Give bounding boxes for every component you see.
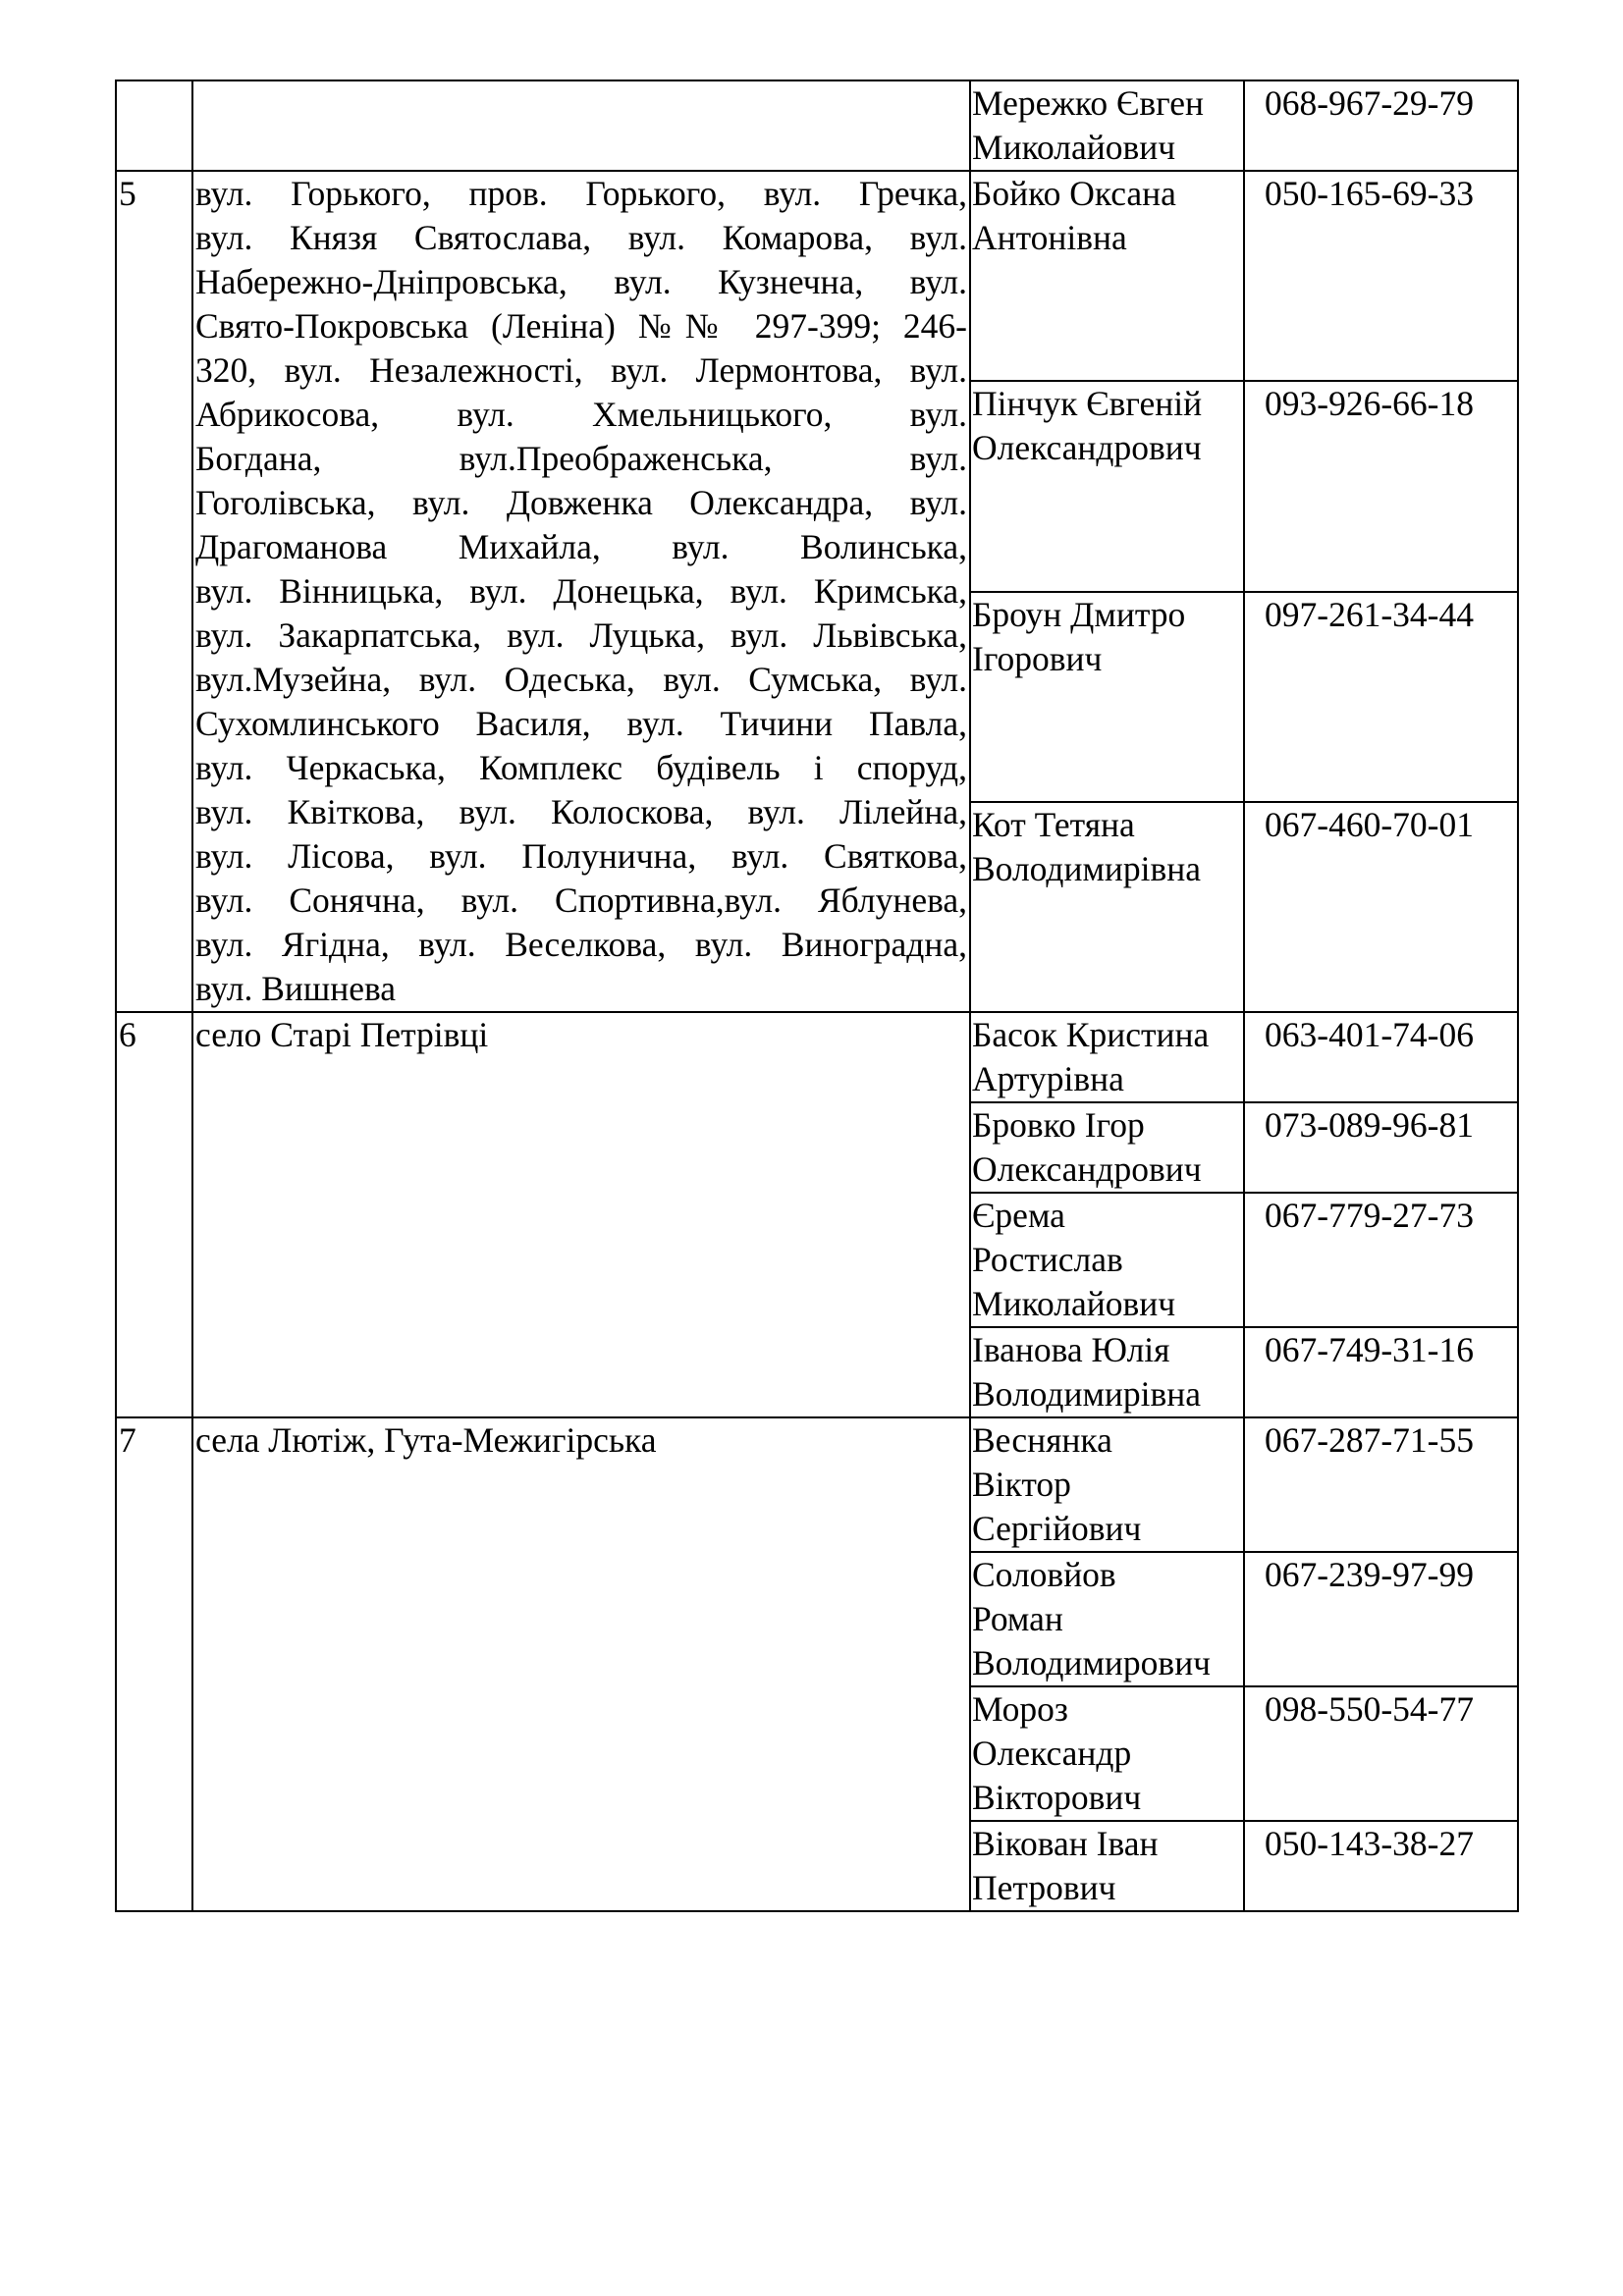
phone-number: 093-926-66-18 bbox=[1265, 384, 1474, 424]
table-row bbox=[116, 1012, 1518, 1102]
row-number-cell bbox=[116, 171, 192, 1012]
row-number: 5 bbox=[119, 174, 136, 213]
person-name-line: Миколайович bbox=[972, 1284, 1176, 1323]
address-line: вул.Музейна, вул. Одеська, вул. Сумська, вул. bbox=[195, 660, 967, 699]
person-name-cell bbox=[970, 1552, 1244, 1686]
person-name-line: Володимирівна bbox=[972, 848, 1202, 888]
phone-number: 073-089-96-81 bbox=[1265, 1105, 1474, 1145]
phone-cell bbox=[1244, 1552, 1518, 1686]
person-name-cell bbox=[970, 80, 1244, 171]
address-line: вул. Вишнева bbox=[195, 969, 397, 1008]
person-name-cell bbox=[970, 1012, 1244, 1102]
person-name-line: Кот Тетяна bbox=[972, 804, 1135, 844]
phone-number: 050-165-69-33 bbox=[1265, 174, 1474, 213]
address-cell bbox=[192, 80, 970, 171]
address-line: Свято-Покровська (Леніна) №№ 297-399; 246- bbox=[195, 306, 967, 346]
address-line: 320, вул. Незалежності, вул. Лермонтова, вул. bbox=[195, 350, 967, 390]
person-name-line: Ростислав bbox=[972, 1240, 1123, 1279]
address-line: вул. Черкаська, Комплекс будівель і споруд, bbox=[195, 748, 967, 787]
row-number-cell bbox=[116, 1417, 192, 1911]
person-name-line: Вікован Іван bbox=[972, 1824, 1159, 1863]
table-row bbox=[116, 1417, 1518, 1552]
person-name-cell bbox=[970, 592, 1244, 802]
address-line: Драгоманова Михайла, вул. Волинська, bbox=[195, 527, 967, 566]
phone-cell bbox=[1244, 1821, 1518, 1911]
phone-number: 063-401-74-06 bbox=[1265, 1015, 1474, 1054]
person-name-line: Бровко Ігор bbox=[972, 1105, 1145, 1145]
person-name-line: Олександрович bbox=[972, 1149, 1202, 1189]
person-name-cell bbox=[970, 1102, 1244, 1193]
address-line: вул. Закарпатська, вул. Луцька, вул. Львівська, bbox=[195, 615, 967, 655]
phone-number: 097-261-34-44 bbox=[1265, 594, 1474, 634]
person-name-line: Олександр bbox=[972, 1734, 1132, 1773]
address-line: вул. Сонячна, вул. Спортивна,вул. Яблунева, bbox=[195, 881, 967, 920]
phone-number: 098-550-54-77 bbox=[1265, 1689, 1474, 1729]
address-line: вул. Квіткова, вул. Колоскова, вул. Лілейна, bbox=[195, 792, 967, 831]
phone-cell bbox=[1244, 1327, 1518, 1417]
phone-cell bbox=[1244, 1686, 1518, 1821]
address-cell bbox=[192, 171, 970, 1012]
address-line: Абрикосова, вул. Хмельницького, вул. bbox=[195, 395, 967, 434]
phone-cell bbox=[1244, 1102, 1518, 1193]
person-name-line: Вікторович bbox=[972, 1778, 1142, 1817]
address-cell bbox=[192, 1012, 970, 1417]
address-line: Гоголівська, вул. Довженка Олександра, вул. bbox=[195, 483, 967, 522]
person-name-line: Володимирович bbox=[972, 1643, 1212, 1682]
address-line: вул. Ягідна, вул. Веселкова, вул. Виноградна, bbox=[195, 925, 967, 964]
phone-number: 068-967-29-79 bbox=[1265, 83, 1474, 123]
phone-cell bbox=[1244, 802, 1518, 1012]
person-name-line: Басок Кристина bbox=[972, 1015, 1210, 1054]
address-line: Сухомлинського Василя, вул. Тичини Павла, bbox=[195, 704, 967, 743]
person-name-cell bbox=[970, 381, 1244, 591]
table-row bbox=[116, 171, 1518, 381]
person-name-cell bbox=[970, 1686, 1244, 1821]
table-body bbox=[116, 80, 1518, 1911]
person-name-line: Пінчук Євгеній bbox=[972, 384, 1203, 424]
person-name-line: Сергійович bbox=[972, 1509, 1142, 1548]
person-name-line: Володимирівна bbox=[972, 1374, 1202, 1414]
address-line: вул. Вінницька, вул. Донецька, вул. Кримська, bbox=[195, 571, 967, 611]
person-name-line: Мережко Євген bbox=[972, 83, 1205, 123]
address-cell bbox=[192, 1417, 970, 1911]
row-number: 7 bbox=[119, 1420, 136, 1460]
person-name-cell bbox=[970, 171, 1244, 381]
address-line: село Старі Петрівці bbox=[195, 1015, 489, 1054]
phone-number: 067-779-27-73 bbox=[1265, 1196, 1474, 1235]
person-name-line: Артурівна bbox=[972, 1059, 1124, 1098]
address-line: вул. Князя Святослава, вул. Комарова, вул. bbox=[195, 218, 967, 257]
phone-number: 067-287-71-55 bbox=[1265, 1420, 1474, 1460]
phone-cell bbox=[1244, 1012, 1518, 1102]
person-name-line: Веснянка bbox=[972, 1420, 1112, 1460]
person-name-line: Віктор bbox=[972, 1465, 1071, 1504]
person-name-line: Антонівна bbox=[972, 218, 1127, 257]
person-name-line: Соловйов bbox=[972, 1555, 1116, 1594]
address-line: Набережно-Дніпровська, вул. Кузнечна, вул. bbox=[195, 262, 967, 301]
phone-number: 067-749-31-16 bbox=[1265, 1330, 1474, 1369]
phone-cell bbox=[1244, 592, 1518, 802]
person-name-cell bbox=[970, 802, 1244, 1012]
address-line: вул. Горького, пров. Горького, вул. Гречка, bbox=[195, 174, 967, 213]
person-name-line: Єрема bbox=[972, 1196, 1065, 1235]
person-name-line: Бойко Оксана bbox=[972, 174, 1176, 213]
row-number-cell bbox=[116, 80, 192, 171]
person-name-line: Роман bbox=[972, 1599, 1063, 1638]
table-row bbox=[116, 80, 1518, 171]
person-name-line: Ігорович bbox=[972, 638, 1103, 678]
row-number: 6 bbox=[119, 1015, 136, 1054]
person-name-line: Петрович bbox=[972, 1868, 1116, 1907]
contacts-table bbox=[115, 80, 1519, 1912]
phone-cell bbox=[1244, 381, 1518, 591]
row-number-cell bbox=[116, 1012, 192, 1417]
person-name-line: Олександрович bbox=[972, 428, 1202, 468]
person-name-line: Іванова Юлія bbox=[972, 1330, 1170, 1369]
person-name-cell bbox=[970, 1821, 1244, 1911]
person-name-cell bbox=[970, 1193, 1244, 1327]
phone-cell bbox=[1244, 1417, 1518, 1552]
phone-number: 050-143-38-27 bbox=[1265, 1824, 1474, 1863]
phone-cell bbox=[1244, 171, 1518, 381]
person-name-cell bbox=[970, 1327, 1244, 1417]
phone-cell bbox=[1244, 1193, 1518, 1327]
phone-number: 067-239-97-99 bbox=[1265, 1555, 1474, 1594]
address-line: села Лютіж, Гута-Межигірська bbox=[195, 1420, 657, 1460]
phone-cell bbox=[1244, 80, 1518, 171]
address-line: Богдана, вул.Преображенська, вул. bbox=[195, 439, 967, 478]
person-name-line: Мороз bbox=[972, 1689, 1068, 1729]
address-line: вул. Лісова, вул. Полунична, вул. Святкова, bbox=[195, 836, 967, 876]
phone-number: 067-460-70-01 bbox=[1265, 804, 1474, 844]
person-name-line: Миколайович bbox=[972, 128, 1176, 167]
person-name-cell bbox=[970, 1417, 1244, 1552]
person-name-line: Броун Дмитро bbox=[972, 594, 1186, 634]
